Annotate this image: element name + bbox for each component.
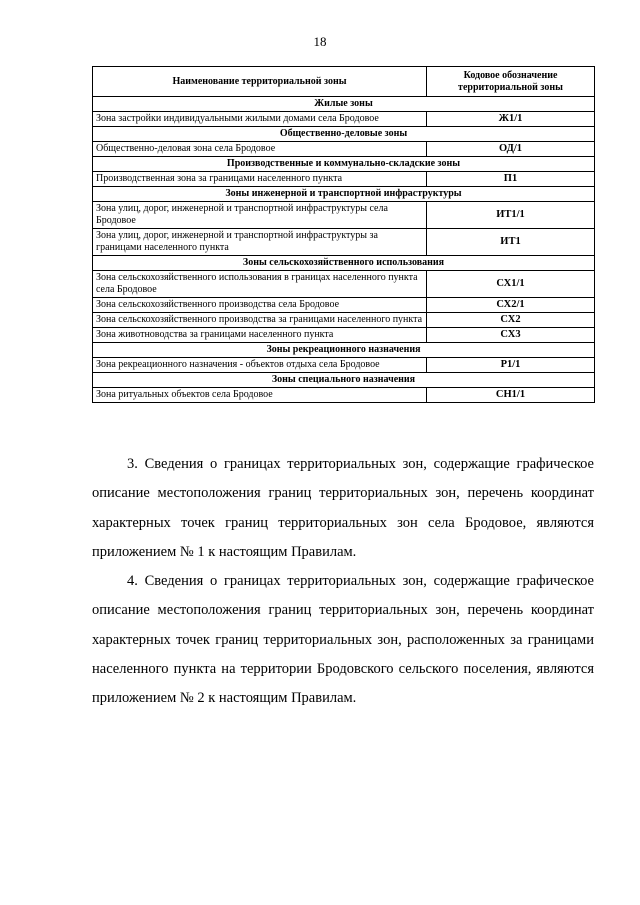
zone-name-cell: Зона сельскохозяйственного использования в границах населенного пункта села Бродовое (93, 271, 427, 298)
zone-name-cell: Зона животноводства за границами населенного пункта (93, 328, 427, 343)
zone-name-cell: Зона ритуальных объектов села Бродовое (93, 388, 427, 403)
table-row (93, 313, 595, 328)
table-row (93, 328, 595, 343)
table-row (93, 229, 595, 256)
table-row (93, 298, 595, 313)
zone-code-cell: ИТ1 (427, 229, 595, 256)
page-number: 18 (313, 34, 327, 49)
zone-code-cell: СХ2 (427, 313, 595, 328)
table-row (93, 172, 595, 187)
zone-group-title: Жилые зоны (93, 97, 595, 112)
table-row (93, 271, 595, 298)
table-header-row (93, 67, 595, 97)
zone-name-cell: Зона улиц, дорог, инженерной и транспортной инфраструктуры за границами населенного пункта (93, 229, 427, 256)
zone-code-cell: СХ3 (427, 328, 595, 343)
zone-group-title: Зоны рекреационного назначения (93, 343, 595, 358)
zone-name-cell: Зона сельскохозяйственного производства за границами населенного пункта (93, 313, 427, 328)
body-text (92, 450, 594, 714)
zone-group-title: Зоны инженерной и транспортной инфраструктуры (93, 187, 595, 202)
zone-group-row (93, 373, 595, 388)
zone-group-row (93, 187, 595, 202)
paragraph: 4. Сведения о границах территориальных зон, содержащие графическое описание местоположения границ территориальных зон, перечень координат характерных точек границ территориальных зон, расположенных за границами населенного пункта на территории Бродовского сельского поселения, являются приложением № 2 к настоящим Правилам. (92, 573, 594, 707)
zone-code-cell: СХ2/1 (427, 298, 595, 313)
zone-code-cell: СХ1/1 (427, 271, 595, 298)
zone-name-cell: Зона застройки индивидуальными жилыми домами села Бродовое (93, 112, 427, 127)
zone-group-title: Зоны специального назначения (93, 373, 595, 388)
zone-group-row (93, 97, 595, 112)
zone-name-cell: Зона сельскохозяйственного производства села Бродовое (93, 298, 427, 313)
zone-code-cell: ИТ1/1 (427, 202, 595, 229)
table-row (93, 388, 595, 403)
zone-code-cell: Р1/1 (427, 358, 595, 373)
zone-code-cell: П1 (427, 172, 595, 187)
zone-group-title: Общественно-деловые зоны (93, 127, 595, 142)
zone-group-row (93, 157, 595, 172)
paragraph: 3. Сведения о границах территориальных зон, содержащие графическое описание местоположения границ территориальных зон, перечень координат характерных точек границ территориальных зон села Бродовое, являются приложением № 1 к настоящим Правилам. (92, 456, 594, 560)
zone-code-cell: Ж1/1 (427, 112, 595, 127)
header-zone-code: Кодовое обозначение территориальной зоны (427, 67, 595, 97)
zone-name-cell: Зона рекреационного назначения - объектов отдыха села Бродовое (93, 358, 427, 373)
table-row (93, 358, 595, 373)
zone-name-cell: Общественно-деловая зона села Бродовое (93, 142, 427, 157)
table-row (93, 112, 595, 127)
zone-group-row (93, 256, 595, 271)
table-body (93, 97, 595, 403)
zone-group-row (93, 127, 595, 142)
zone-group-row (93, 343, 595, 358)
header-zone-name: Наименование территориальной зоны (93, 67, 427, 97)
zone-name-cell: Производственная зона за границами населенного пункта (93, 172, 427, 187)
zone-code-cell: ОД/1 (427, 142, 595, 157)
territorial-zones-table (92, 66, 595, 403)
zone-group-title: Производственные и коммунально-складские зоны (93, 157, 595, 172)
zone-code-cell: СН1/1 (427, 388, 595, 403)
table-row (93, 142, 595, 157)
zone-group-title: Зоны сельскохозяйственного использования (93, 256, 595, 271)
zone-name-cell: Зона улиц, дорог, инженерной и транспортной инфраструктуры села Бродовое (93, 202, 427, 229)
table-row (93, 202, 595, 229)
